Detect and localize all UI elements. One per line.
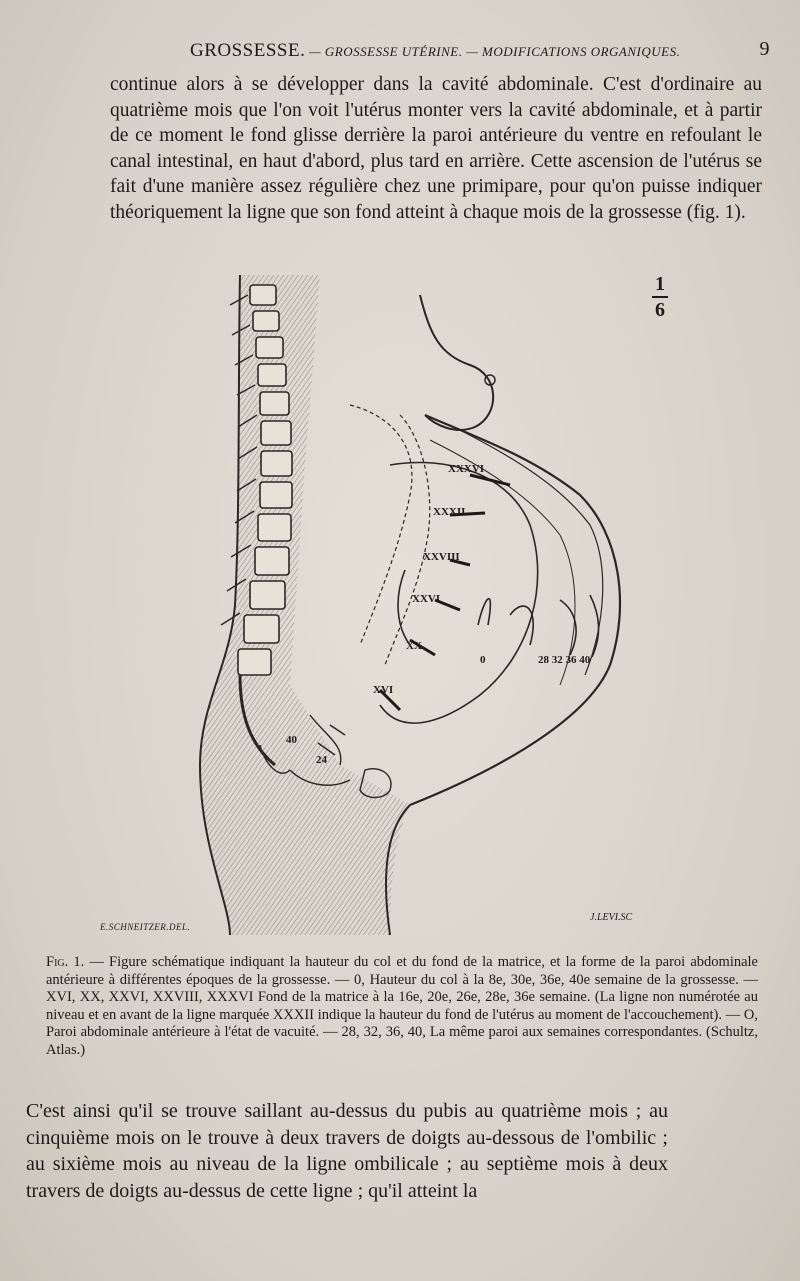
breast [420, 295, 493, 430]
fundus-label-28: XXVIII [423, 551, 460, 563]
figure-caption [46, 954, 758, 1059]
fundus-dashed-2 [385, 415, 430, 665]
scale-denominator: 6 [655, 299, 665, 321]
fundus-label-20: XX [406, 640, 422, 652]
caption-text: — Figure schématique indiquant la hauteur du col et du fond de la matrice, et la forme de la paroi abdominale antérieure à différentes époques de la grossesse. — 0, Hauteur du col à la 8e, 30e, 36e, 40e semaine de la grossesse. — XVI, XX, XXVI, XXVIII, XXXVI Fond de la matrice à la 16e, 20e, 26e, 28e, 36e semaine. (La ligne non numérotée au niveau et en avant de la ligne marquée XXXII indique la hauteur du fond de l'utérus au moment de l'accouchement). — O, Paroi abdominale antérieure à l'état de vacuité. — 28, 32, 36, 40, La même paroi aux semaines correspondantes. (Schultz, Atlas.) [46, 954, 758, 1058]
running-title [190, 40, 680, 62]
uterus-outline [380, 463, 538, 724]
anatomical-figure [90, 265, 690, 945]
figure-drawing [90, 265, 690, 945]
caption-label: Fig. 1. [46, 954, 85, 970]
page-number: 9 [759, 38, 770, 60]
fundus-label-16: XVI [373, 684, 394, 696]
cervix-label-24: 24 [316, 754, 327, 766]
running-title-main: GROSSESSE. [190, 40, 306, 61]
body-shading [200, 275, 410, 935]
body-paragraph-1: continue alors à se développer dans la cavité abdominale. C'est d'ordinaire au quatrième mois que l'on voit l'utérus monter vers la cavité abdominale, et à partir de ce moment le fond glisse derrière la paroi antérieure du ventre en refoulant le canal intestinal, en haut d'abord, plus tard en arrière. Cette ascension de l'utérus se fait d'une manière assez régulière chez une primipare, pour qu'on puisse indiquer théoriquement la ligne que son fond atteint à chaque mois de la grossesse (fig. 1). [110, 74, 762, 223]
zero-label: 0 [480, 654, 486, 666]
wall-labels: 28 32 36 40 [538, 654, 591, 666]
engraver-credit-left: E.SCHNEITZER.DEL. [100, 922, 191, 932]
scale-fraction [640, 273, 680, 321]
fundus-dashed-1 [350, 405, 412, 645]
wall-arcs [398, 570, 599, 657]
fundus-label-26: XXVI [412, 593, 441, 605]
scale-rule [652, 296, 668, 298]
engraver-credit-right: J.LEVI.SC [590, 912, 633, 923]
scale-numerator: 1 [655, 273, 665, 295]
fundus-label-32: XXXII [433, 506, 466, 518]
fundus-label-36: XXXVI [448, 463, 485, 475]
body-paragraph-2: C'est ainsi qu'il se trouve saillant au-dessus du pubis au quatrième mois ; au cinquième mois on le trouve à deux travers de doigts au-dessous de l'ombilic ; au sixième mois au niveau de la ligne ombilicale ; au septième mois à deux travers de doigts au-dessus de cette ligne ; qu'il atteint la [26, 1100, 668, 1202]
running-head [110, 38, 770, 64]
running-title-sub: — GROSSESSE UTÉRINE. — MODIFICATIONS ORGANIQUES. [305, 44, 681, 59]
cervix-label-40: 40 [286, 734, 297, 746]
